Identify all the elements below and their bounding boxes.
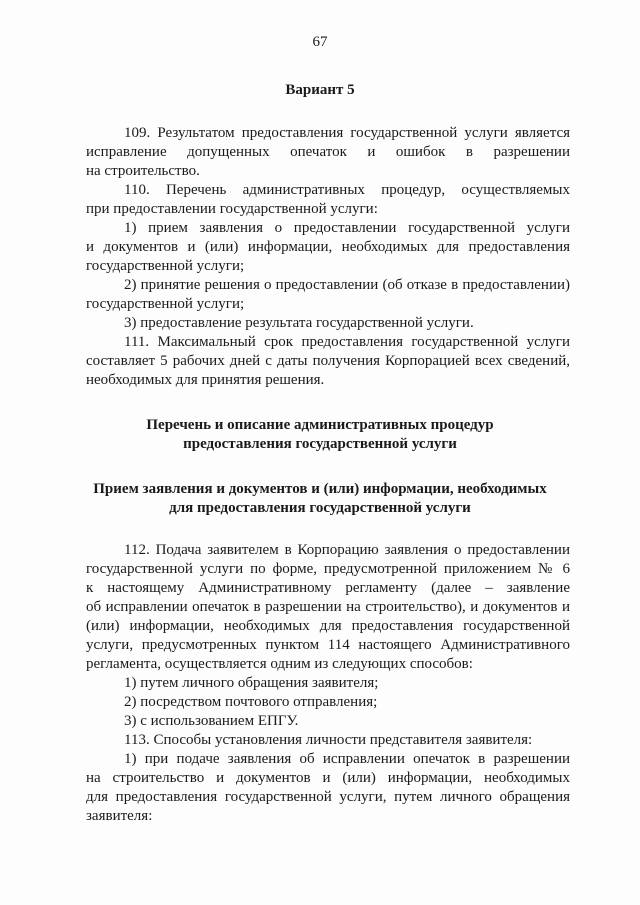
text-line: 2) посредством почтового отправления; [124,694,378,710]
section-heading [70,416,570,454]
text-line: для предоставления государственной услуги, путем личного обращения [86,789,570,805]
text-line: необходимых для принятия решения. [86,372,325,388]
text-line: 109. Результатом предоставления государственной услуги является [124,125,570,141]
text-line: 113. Способы установления личности представителя заявителя: [124,732,533,748]
text-line: 1) путем личного обращения заявителя; [124,675,379,691]
text-line: на строительство. [86,163,200,179]
paragraph-113-item-1 [86,750,570,826]
paragraph-112-item-3 [86,712,570,731]
paragraph-113 [86,731,570,750]
text-line: и документов и (или) информации, необходимых для предоставления [86,239,570,255]
text-line: об исправлении опечаток в разрешении на строительство), и документов и [86,599,570,615]
text-line: 111. Максимальный срок предоставления государственной услуги [124,334,570,350]
text-line: государственной услуги; [86,296,245,312]
paragraph-109 [86,124,570,181]
text-line: 1) прием заявления о предоставлении государственной услуги [124,220,570,236]
text-line: государственной услуги по форме, предусмотренной приложением № 6 [86,561,570,577]
text-line: составляет 5 рабочих дней с даты получения Корпорацией всех сведений, [86,353,570,369]
page-number: 67 [312,34,328,50]
text-line: регламента, осуществляется одним из следующих способов: [86,656,473,672]
paragraph-110-item-2 [86,276,570,314]
text-line: государственной услуги; [86,258,245,274]
text-line: при предоставлении государственной услуги: [86,201,378,217]
subsection-heading [70,480,570,518]
heading-line: Перечень и описание административных процедур [146,417,494,433]
text-line: 2) принятие решения о предоставлении (об отказе в предоставлении) [124,277,570,293]
variant-title [70,81,570,100]
text-line: (или) информации, необходимых для предоставления государственной [86,618,570,634]
text-line: на строительство и документов и (или) информации, необходимых [86,770,570,786]
paragraph-112-item-2 [86,693,570,712]
text-line: 110. Перечень административных процедур, осуществляемых [124,182,570,198]
text-line: к настоящему Административному регламенту (далее – заявление [86,580,570,596]
paragraph-111 [86,333,570,390]
text-line: исправление допущенных опечаток и ошибок в разрешении [86,144,570,160]
paragraph-112-item-1 [86,674,570,693]
text-line: 3) с использованием ЕПГУ. [124,713,299,729]
text-line: 112. Подача заявителем в Корпорацию заявления о предоставлении [124,542,570,558]
variant-title-text: Вариант 5 [285,82,355,98]
heading-line: для предоставления государственной услуги [169,500,471,516]
text-line: 3) предоставление результата государственной услуги. [124,315,474,331]
heading-line: Прием заявления и документов и (или) информации, необходимых [93,481,547,497]
paragraph-112 [86,541,570,674]
text-line: 1) при подаче заявления об исправлении опечаток в разрешении [124,751,570,767]
text-line: услуги, предусмотренных пунктом 114 настоящего Административного [86,637,570,653]
paragraph-110 [86,181,570,219]
paragraph-110-item-3 [86,314,570,333]
heading-line: предоставления государственной услуги [183,436,457,452]
paragraph-110-item-1 [86,219,570,276]
text-line: заявителя: [86,808,153,824]
